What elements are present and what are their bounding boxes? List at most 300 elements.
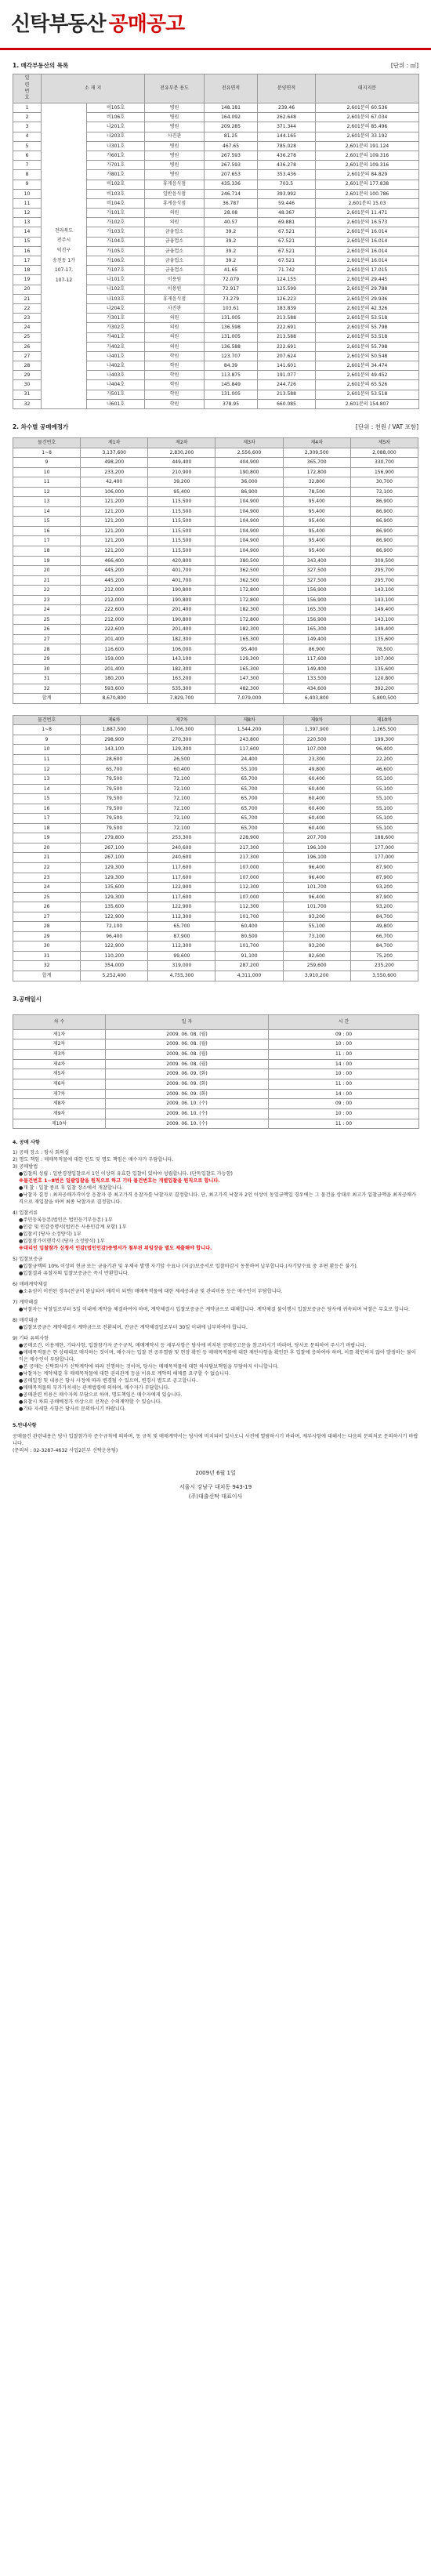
usage-cell: 학원 bbox=[145, 380, 205, 390]
item-number-cell: 9 bbox=[13, 458, 81, 468]
price-cell: 115,500 bbox=[148, 506, 216, 517]
price-cell: 165,300 bbox=[283, 605, 350, 615]
unit-cell: 가106호 bbox=[87, 256, 145, 266]
time-cell: 10 : 00 bbox=[269, 1039, 419, 1050]
note-6: ●매매목적물의 부가가치세는 관계법령에 의하며, 매수자가 부담합니다. bbox=[19, 1384, 170, 1391]
price-col-header: 제2차 bbox=[148, 438, 216, 448]
item-number-cell: 27 bbox=[13, 634, 81, 644]
exclusive-area-cell: 39.2 bbox=[205, 227, 258, 237]
round-cell: 제8차 bbox=[13, 1099, 106, 1109]
exclusive-area-cell: 136.588 bbox=[205, 342, 258, 351]
price-cell: 65,700 bbox=[216, 814, 283, 824]
price-row bbox=[13, 644, 418, 655]
price-cell: 120,800 bbox=[350, 674, 418, 684]
serial-cell: 7 bbox=[13, 161, 42, 170]
unit-cell: 가107호 bbox=[87, 266, 145, 275]
price-cell: 228,900 bbox=[216, 833, 283, 844]
exclusive-area-cell: 40.57 bbox=[205, 218, 258, 227]
price-row bbox=[13, 892, 418, 902]
unit-cell: 비106호 bbox=[87, 113, 145, 122]
unit-cell: 가501호 bbox=[87, 390, 145, 399]
serial-cell: 25 bbox=[13, 332, 42, 342]
sale-area-cell: 67.521 bbox=[258, 256, 316, 266]
price-cell: 96,400 bbox=[283, 873, 350, 883]
unit-cell: 가401호 bbox=[87, 332, 145, 342]
price-cell: 55,100 bbox=[350, 823, 418, 833]
price-cell: 259,600 bbox=[283, 961, 350, 971]
unit-cell: 가103호 bbox=[87, 227, 145, 237]
price-col-header: 제8차 bbox=[216, 715, 283, 725]
price-cell: 129,300 bbox=[81, 873, 148, 883]
price-row bbox=[13, 575, 418, 586]
item-number-cell: 19 bbox=[13, 833, 81, 844]
price-cell: 8,670,800 bbox=[81, 694, 148, 704]
price-cell: 117,600 bbox=[148, 862, 216, 873]
price-col-header: 물건번호 bbox=[13, 715, 81, 725]
exclusive-area-cell: 73.279 bbox=[205, 294, 258, 303]
exclusive-area-cell: 136.598 bbox=[205, 323, 258, 332]
round-cell: 제5차 bbox=[13, 1069, 106, 1079]
price-cell: 55,100 bbox=[350, 784, 418, 794]
price-cell: 129,300 bbox=[81, 892, 148, 902]
price-row bbox=[13, 605, 418, 615]
usage-cell: 금융업소 bbox=[145, 237, 205, 246]
price-cell: 91,100 bbox=[216, 951, 283, 961]
item-number-cell: 29 bbox=[13, 931, 81, 942]
price-cell: 49,800 bbox=[283, 764, 350, 775]
price-cell: 201,400 bbox=[81, 664, 148, 674]
price-row bbox=[13, 823, 418, 833]
price-cell: 177,000 bbox=[350, 853, 418, 863]
contract-resolution-rule: ●낙찰자는 낙찰일로부터 5일 이내에 계약을 체결하여야 하며, 계약체결시 입찰보증금은 계약금으로 대체합니다. 계약체결 불이행시 입찰보증금은 당사에 귀속되며 낙찰은 무효로 합니다. bbox=[19, 1307, 410, 1313]
signature-block bbox=[13, 1469, 418, 1502]
price-cell: 23,300 bbox=[283, 754, 350, 764]
sale-area-cell: 183.839 bbox=[258, 303, 316, 313]
price-row bbox=[13, 961, 418, 971]
price-cell: 79,500 bbox=[81, 814, 148, 824]
sale-area-cell: 191.077 bbox=[258, 371, 316, 380]
serial-cell: 4 bbox=[13, 132, 42, 141]
price-row bbox=[13, 536, 418, 546]
item-number-cell: 10 bbox=[13, 745, 81, 755]
sale-area-cell: 785.028 bbox=[258, 141, 316, 151]
price-cell: 1,887,500 bbox=[81, 725, 148, 735]
land-share-cell: 2,601분의 65.526 bbox=[316, 380, 419, 390]
land-share-cell: 2,601분의 34.474 bbox=[316, 361, 419, 371]
note-9: ●기타 자세한 사항은 당사로 문의하시기 바랍니다. bbox=[19, 1406, 126, 1412]
price-col-header: 제4차 bbox=[283, 438, 350, 448]
serial-cell: 23 bbox=[13, 314, 42, 323]
land-share-cell: 2,601분의 53.518 bbox=[316, 314, 419, 323]
price-row bbox=[13, 448, 418, 458]
note-2: ●매매목적물은 현 상태대로 매각하는 것이며, 매수자는 입찰 전 공부열람 및 현장 확인 등 매매목적물에 대한 제반사항을 확인한 후 입찰에 응하여야 하며, 이를 확인하지 않아 발생하는 불이익은 매수인이 부담합니다. bbox=[19, 1350, 416, 1362]
price-cell: 156,900 bbox=[350, 467, 418, 477]
price-cell: 115,500 bbox=[148, 546, 216, 557]
section2-heading: 2. 차수별 공매예정가 bbox=[13, 423, 69, 431]
price-cell: 295,700 bbox=[350, 575, 418, 586]
usage-cell: 학원 bbox=[145, 351, 205, 361]
col-land-share: 대지지분 bbox=[316, 74, 419, 103]
item-number-cell: 12 bbox=[13, 764, 81, 775]
price-row bbox=[13, 764, 418, 775]
price-cell: 65,700 bbox=[81, 764, 148, 775]
sale-area-cell: 213.588 bbox=[258, 314, 316, 323]
price-cell: 32,800 bbox=[283, 477, 350, 488]
price-col-header: 제1차 bbox=[81, 438, 148, 448]
price-cell: 535,300 bbox=[148, 684, 216, 694]
schedule-row bbox=[13, 1099, 419, 1109]
price-cell: 449,400 bbox=[148, 458, 216, 468]
unit-cell: 가801호 bbox=[87, 170, 145, 180]
usage-cell: 휴게음식점 bbox=[145, 198, 205, 208]
price-cell: 3,550,600 bbox=[350, 971, 418, 981]
date-cell: 2009. 06. 09. (화) bbox=[106, 1069, 269, 1079]
price-cell: 295,700 bbox=[350, 566, 418, 576]
address-line: 전주시 bbox=[56, 238, 71, 244]
address-line: 107-12 bbox=[55, 277, 73, 283]
price-cell: 212,000 bbox=[81, 586, 148, 596]
round-cell: 제6차 bbox=[13, 1079, 106, 1089]
section3-title bbox=[13, 994, 418, 1005]
price-cell: 101,700 bbox=[216, 912, 283, 922]
price-cell: 122,900 bbox=[148, 883, 216, 893]
serial-cell: 24 bbox=[13, 323, 42, 332]
exclusive-area-cell: 72.917 bbox=[205, 285, 258, 294]
price-cell: 253,300 bbox=[148, 833, 216, 844]
price-row bbox=[13, 971, 418, 981]
price-row bbox=[13, 615, 418, 625]
price-cell: 319,000 bbox=[148, 961, 216, 971]
price-cell: 182,300 bbox=[148, 634, 216, 644]
price-cell: 267,100 bbox=[81, 843, 148, 853]
serial-cell: 13 bbox=[13, 218, 42, 227]
time-cell: 10 : 00 bbox=[269, 1109, 419, 1119]
price-cell: 104,900 bbox=[216, 526, 283, 536]
price-cell: 36,000 bbox=[216, 477, 283, 488]
price-cell: 5,252,400 bbox=[81, 971, 148, 981]
usage-cell: 병원 bbox=[145, 103, 205, 113]
sale-area-cell: 436.278 bbox=[258, 161, 316, 170]
land-share-cell: 2,601분의 53.518 bbox=[316, 390, 419, 399]
price-cell: 95,400 bbox=[148, 487, 216, 497]
sale-area-cell: 141.601 bbox=[258, 361, 316, 371]
price-cell: 330,700 bbox=[350, 458, 418, 468]
exclusive-area-cell: 41.65 bbox=[205, 266, 258, 275]
time-cell: 11 : 00 bbox=[269, 1119, 419, 1129]
exclusive-area-cell: 39.2 bbox=[205, 237, 258, 246]
price-cell: 95,400 bbox=[283, 506, 350, 517]
deposit-refund: ●입찰결과 유찰자의 입찰보증금은 즉시 반환합니다. bbox=[19, 1271, 129, 1277]
deposit-heading: 5) 입찰보증금 bbox=[13, 1257, 43, 1263]
serial-cell: 32 bbox=[13, 399, 42, 408]
item-number-cell: 10 bbox=[13, 467, 81, 477]
note-8: ●유찰시 차회 공매예정가 이상으로 선착순 수의계약할 수 있습니다. bbox=[19, 1399, 162, 1405]
address-line: 송천동 1가 bbox=[53, 257, 75, 263]
land-share-cell: 2,601분의 84.829 bbox=[316, 170, 419, 180]
col-exclusive-area: 전유면적 bbox=[205, 74, 258, 103]
serial-cell: 1 bbox=[13, 103, 42, 113]
doc-seal-certificate: ●인감 및 인감증명서(법인은 사용인감계 포함) 1부 bbox=[19, 1225, 127, 1231]
price-cell: 135,600 bbox=[81, 902, 148, 912]
land-share-cell: 2,601분의 16.014 bbox=[316, 237, 419, 246]
sale-price-rule: ●입찰보증금은 계약체결시 계약금으로 전환되며, 잔금은 계약체결일로부터 30일 이내에 납부하여야 합니다. bbox=[19, 1325, 248, 1331]
col-location: 소 재 지 bbox=[42, 74, 145, 103]
land-share-cell: 2,601분의 16.014 bbox=[316, 246, 419, 256]
sale-area-cell: 660.085 bbox=[258, 399, 316, 408]
item-number-cell: 11 bbox=[13, 477, 81, 488]
price-cell: 117,600 bbox=[283, 655, 350, 665]
schedule-col-header: 일 자 bbox=[106, 1014, 269, 1029]
price-cell: 72,100 bbox=[148, 794, 216, 804]
price-row bbox=[13, 754, 418, 764]
price-row bbox=[13, 784, 418, 794]
price-cell: 104,900 bbox=[216, 497, 283, 507]
item-number-cell: 30 bbox=[13, 942, 81, 952]
price-cell: 79,500 bbox=[81, 794, 148, 804]
price-cell: 143,100 bbox=[350, 586, 418, 596]
unit-cell: 나301호 bbox=[87, 141, 145, 151]
price-cell: 182,300 bbox=[216, 605, 283, 615]
price-row bbox=[13, 853, 418, 863]
price-cell: 1,544,200 bbox=[216, 725, 283, 735]
price-cell: 270,300 bbox=[148, 735, 216, 745]
exclusive-area-cell: 131.005 bbox=[205, 314, 258, 323]
unit-cell: 나404호 bbox=[87, 380, 145, 390]
price-cell: 60,400 bbox=[283, 784, 350, 794]
price-cell: 182,300 bbox=[148, 664, 216, 674]
item-number-cell: 14 bbox=[13, 506, 81, 517]
serial-cell: 12 bbox=[13, 209, 42, 218]
price-cell: 445,200 bbox=[81, 575, 148, 586]
price-cell: 86,900 bbox=[350, 536, 418, 546]
land-share-cell: 2,601분의 29.936 bbox=[316, 294, 419, 303]
price-cell: 115,500 bbox=[148, 517, 216, 527]
price-cell: 2,556,600 bbox=[216, 448, 283, 458]
price-cell: 222,600 bbox=[81, 625, 148, 635]
price-cell: 287,200 bbox=[216, 961, 283, 971]
price-row bbox=[13, 467, 418, 477]
price-cell: 210,900 bbox=[148, 467, 216, 477]
price-cell: 95,400 bbox=[283, 517, 350, 527]
price-cell: 165,300 bbox=[283, 625, 350, 635]
price-cell: 87,900 bbox=[350, 862, 418, 873]
unit-cell: 가104호 bbox=[87, 237, 145, 246]
unit-cell: 나102호 bbox=[87, 285, 145, 294]
section1-title bbox=[13, 60, 418, 71]
proxy-note: ※대리인 입찰참가 신청서 인감(법인인감)증명서가 첨부된 위임장을 별도 제출해야 합니다. bbox=[19, 1246, 212, 1252]
price-cell: 79,500 bbox=[81, 804, 148, 814]
unit-cell: 비103호 bbox=[87, 189, 145, 198]
item-number-cell: 32 bbox=[13, 961, 81, 971]
price-cell: 122,900 bbox=[81, 912, 148, 922]
price-row bbox=[13, 922, 418, 932]
price-row bbox=[13, 833, 418, 844]
unit-cell: 비105호 bbox=[87, 103, 145, 113]
item-number-cell: 11 bbox=[13, 754, 81, 764]
price-row bbox=[13, 566, 418, 576]
land-share-cell: 2,601분의 17.015 bbox=[316, 266, 419, 275]
price-cell: 196,100 bbox=[283, 843, 350, 853]
exclusive-area-cell: 28.08 bbox=[205, 209, 258, 218]
price-cell: 217,300 bbox=[216, 843, 283, 853]
sale-area-cell: 48.367 bbox=[258, 209, 316, 218]
price-table-6-10 bbox=[13, 715, 418, 981]
usage-cell: 금융업소 bbox=[145, 246, 205, 256]
price-cell: 593,600 bbox=[81, 684, 148, 694]
price-cell: 3,137,600 bbox=[81, 448, 148, 458]
price-row bbox=[13, 595, 418, 605]
price-cell: 86,900 bbox=[350, 506, 418, 517]
item-number-cell: 1~8 bbox=[13, 448, 81, 458]
price-cell: 5,800,500 bbox=[350, 694, 418, 704]
price-cell: 6,403,800 bbox=[283, 694, 350, 704]
price-cell: 243,800 bbox=[216, 735, 283, 745]
auction-schedule-table bbox=[13, 1014, 419, 1130]
price-row bbox=[13, 556, 418, 566]
price-cell: 55,100 bbox=[216, 764, 283, 775]
price-cell: 72,100 bbox=[148, 784, 216, 794]
price-cell: 117,600 bbox=[216, 745, 283, 755]
price-row bbox=[13, 745, 418, 755]
price-col-header: 제6차 bbox=[81, 715, 148, 725]
serial-cell: 15 bbox=[13, 237, 42, 246]
price-row bbox=[13, 735, 418, 745]
price-cell: 87,900 bbox=[350, 892, 418, 902]
date-cell: 2009. 06. 10. (수) bbox=[106, 1109, 269, 1119]
note-7: ●공매관련 비용은 매수자의 부담으로 하며, 명도책임은 매수자에게 있습니다. bbox=[19, 1391, 183, 1398]
price-cell: 3,910,200 bbox=[283, 971, 350, 981]
price-cell: 104,900 bbox=[216, 536, 283, 546]
serial-cell: 22 bbox=[13, 303, 42, 313]
round-cell: 제1차 bbox=[13, 1029, 106, 1039]
price-cell: 201,400 bbox=[81, 634, 148, 644]
price-cell: 93,200 bbox=[350, 883, 418, 893]
price-cell: 201,400 bbox=[148, 605, 216, 615]
land-share-cell: 2,601분의 177.838 bbox=[316, 180, 419, 189]
price-cell: 207,700 bbox=[283, 833, 350, 844]
price-cell: 156,900 bbox=[283, 595, 350, 605]
price-cell: 82,600 bbox=[283, 951, 350, 961]
item-number-cell: 25 bbox=[13, 615, 81, 625]
serial-cell: 16 bbox=[13, 246, 42, 256]
price-cell: 49,800 bbox=[350, 922, 418, 932]
price-cell: 93,200 bbox=[283, 912, 350, 922]
price-cell: 190,800 bbox=[216, 467, 283, 477]
price-row bbox=[13, 477, 418, 488]
price-row bbox=[13, 674, 418, 684]
item-number-cell: 20 bbox=[13, 566, 81, 576]
usage-cell: 의원 bbox=[145, 332, 205, 342]
sale-area-cell: 144.165 bbox=[258, 132, 316, 141]
schedule-row bbox=[13, 1069, 419, 1079]
price-cell: 86,900 bbox=[350, 526, 418, 536]
price-cell: 87,900 bbox=[350, 873, 418, 883]
item-number-cell: 14 bbox=[13, 784, 81, 794]
price-cell: 196,100 bbox=[283, 853, 350, 863]
notice-date: 2009년 6월 1일 bbox=[195, 1469, 236, 1476]
sale-area-cell: 222.691 bbox=[258, 323, 316, 332]
price-row bbox=[13, 804, 418, 814]
item-number-cell: 15 bbox=[13, 517, 81, 527]
price-cell: 4,311,000 bbox=[216, 971, 283, 981]
section2-title bbox=[13, 422, 418, 433]
unit-cell: 나203호 bbox=[87, 132, 145, 141]
usage-cell: 금융업소 bbox=[145, 227, 205, 237]
price-cell: 60,400 bbox=[283, 814, 350, 824]
schedule-row bbox=[13, 1029, 419, 1039]
land-share-cell: 2,601분의 15.03 bbox=[316, 198, 419, 208]
price-cell: 279,800 bbox=[81, 833, 148, 844]
address-cell bbox=[42, 103, 87, 409]
item-number-cell: 18 bbox=[13, 546, 81, 557]
price-cell: 1,265,500 bbox=[350, 725, 418, 735]
round-cell: 제7차 bbox=[13, 1089, 106, 1099]
price-cell: 115,500 bbox=[148, 526, 216, 536]
price-row bbox=[13, 655, 418, 665]
unit-cell: 나402호 bbox=[87, 361, 145, 371]
usage-cell: 병원 bbox=[145, 141, 205, 151]
price-cell: 55,100 bbox=[350, 814, 418, 824]
sale-area-cell: 393.992 bbox=[258, 189, 316, 198]
price-cell: 93,200 bbox=[283, 942, 350, 952]
usage-cell: 병원 bbox=[145, 170, 205, 180]
price-cell: 233,200 bbox=[81, 467, 148, 477]
item-number-cell: 21 bbox=[13, 853, 81, 863]
serial-cell: 28 bbox=[13, 361, 42, 371]
price-cell: 147,300 bbox=[216, 674, 283, 684]
price-cell: 235,200 bbox=[350, 961, 418, 971]
usage-cell: 의원 bbox=[145, 218, 205, 227]
land-share-cell: 2,601분의 42.326 bbox=[316, 303, 419, 313]
item-number-cell: 18 bbox=[13, 823, 81, 833]
item-number-cell: 17 bbox=[13, 536, 81, 546]
col-usage: 전유부분 용도 bbox=[145, 74, 205, 103]
land-share-cell: 2,601분의 33.192 bbox=[316, 132, 419, 141]
bid-establishment: ●입찰의 성립 : 일반경쟁입찰로서 1인 이상의 유효한 입찰이 있어야 성립합니다. (단독입찰도 가능함) bbox=[19, 1171, 233, 1177]
price-cell: 190,800 bbox=[148, 595, 216, 605]
price-row bbox=[13, 487, 418, 497]
auction-method-heading: 3) 공매방법 bbox=[13, 1164, 38, 1170]
date-cell: 2009. 06. 09. (화) bbox=[106, 1089, 269, 1099]
price-cell: 380,500 bbox=[216, 556, 283, 566]
bundle-bid-note: ※물건번호 1~8번은 일괄입찰을 원칙으로 하고 기타 물건번호는 개별입찰을 원칙으로 합니다. bbox=[19, 1178, 220, 1185]
price-cell: 86,900 bbox=[350, 497, 418, 507]
price-cell: 104,900 bbox=[216, 517, 283, 527]
price-cell: 7,829,700 bbox=[148, 694, 216, 704]
item-number-cell: 30 bbox=[13, 664, 81, 674]
item-number-cell: 1~8 bbox=[13, 725, 81, 735]
serial-cell: 14 bbox=[13, 227, 42, 237]
price-cell: 327,500 bbox=[283, 575, 350, 586]
unit-cell: 나101호 bbox=[87, 275, 145, 285]
item-number-cell: 19 bbox=[13, 556, 81, 566]
time-cell: 09 : 00 bbox=[269, 1099, 419, 1109]
round-cell: 제3차 bbox=[13, 1049, 106, 1059]
schedule-row bbox=[13, 1119, 419, 1129]
schedule-row bbox=[13, 1039, 419, 1050]
price-cell: 122,900 bbox=[148, 902, 216, 912]
land-share-cell: 2,601분의 109.316 bbox=[316, 161, 419, 170]
land-share-cell: 2,601분의 16.014 bbox=[316, 256, 419, 266]
price-row bbox=[13, 883, 418, 893]
sale-area-cell: 69.881 bbox=[258, 218, 316, 227]
price-cell: 129,300 bbox=[216, 655, 283, 665]
price-cell: 84,700 bbox=[350, 912, 418, 922]
price-cell: 309,500 bbox=[350, 556, 418, 566]
sale-area-cell: 124.155 bbox=[258, 275, 316, 285]
price-cell: 343,400 bbox=[283, 556, 350, 566]
price-cell: 222,600 bbox=[81, 605, 148, 615]
